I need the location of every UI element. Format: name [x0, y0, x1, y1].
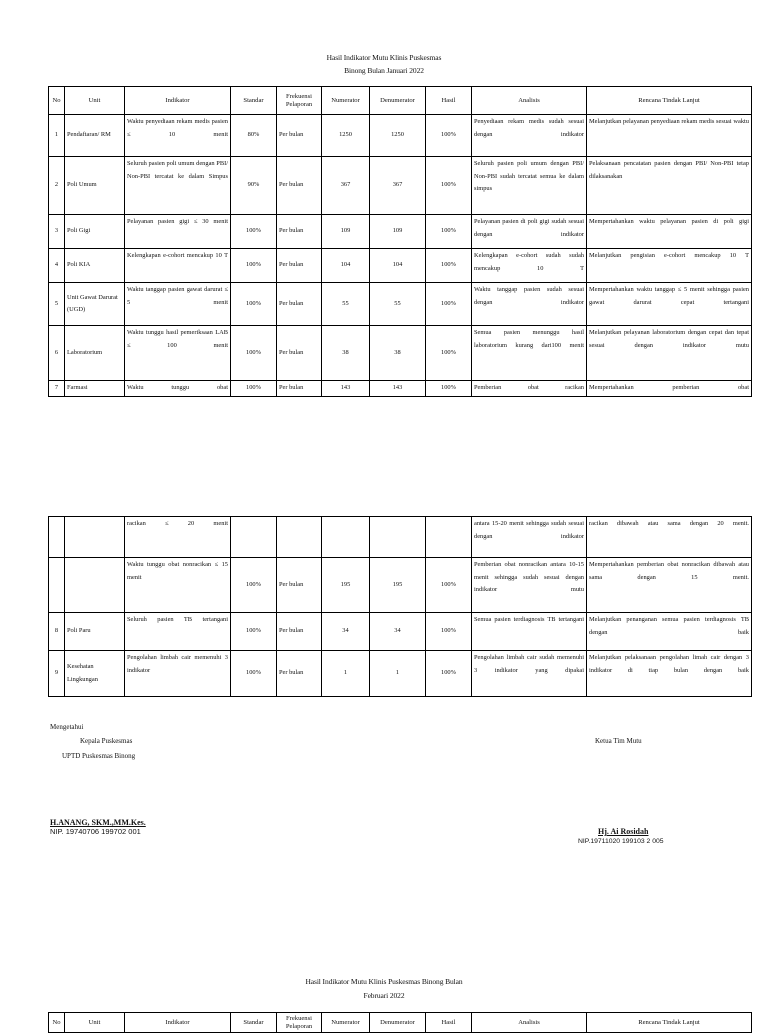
cell-analisis: Semua pasien menunggu hasil laboratorium kurang dari100 menit	[472, 326, 587, 381]
mengetahui-label: Mengetahui	[50, 723, 84, 731]
cell-numerator: 195	[322, 558, 370, 613]
cell-indikator: Kelengkapan e-cohort mencakup 10 T	[125, 249, 231, 283]
cell-analisis: Seluruh pasien poli umum dengan PBI/ Non-PBI sudah tercatat semua ke dalam simpus	[472, 157, 587, 215]
col-hasil: Hasil	[426, 87, 472, 115]
cell-denumerator: 1250	[370, 115, 426, 157]
cell-denumerator: 143	[370, 381, 426, 397]
cell-standar	[231, 517, 277, 558]
cell-indikator: racikan ≤ 20 menit	[125, 517, 231, 558]
cell-no	[49, 558, 65, 613]
indicator-table-continuation	[48, 516, 752, 697]
col-no: No	[49, 87, 65, 115]
col-hasil: Hasil	[426, 1013, 472, 1033]
left-signatory-nip: NIP. 19740706 199702 001	[50, 827, 141, 836]
right-signatory-name: Hj. Ai Rosidah	[598, 827, 649, 836]
cell-indikator: Waktu tunggu obat nonracikan ≤ 15 menit	[125, 558, 231, 613]
uptd-label: UPTD Puskesmas Binong	[62, 752, 136, 760]
cell-no	[49, 517, 65, 558]
left-signatory-name: H.ANANG, SKM.,MM.Kes.	[50, 818, 146, 827]
table-row	[49, 326, 752, 381]
table-row	[49, 613, 752, 651]
col-unit: Unit	[65, 87, 125, 115]
cell-unit: Unit Gawat Darurat (UGD)	[65, 283, 125, 326]
cell-unit	[65, 517, 125, 558]
cell-unit: Poli Gigi	[65, 215, 125, 249]
cell-no: 7	[49, 381, 65, 397]
cell-hasil: 100%	[426, 326, 472, 381]
cell-analisis: Waktu tanggap pasien sudah sesuai dengan indikator	[472, 283, 587, 326]
cell-denumerator: 104	[370, 249, 426, 283]
table-row	[49, 558, 752, 613]
col-unit: Unit	[65, 1013, 125, 1033]
cell-denumerator	[370, 517, 426, 558]
cell-frekuensi: Per bulan	[277, 613, 322, 651]
cell-rencana: Melanjutkan penanganan semua pasien terdiagnosis TB dengan baik	[587, 613, 752, 651]
cell-hasil: 100%	[426, 115, 472, 157]
cell-indikator: Waktu tanggap pasien gawat darurat ≤ 5 menit	[125, 283, 231, 326]
report-title-line2: Binong Bulan Januari 2022	[344, 66, 424, 75]
cell-denumerator: 1	[370, 651, 426, 697]
cell-hasil: 100%	[426, 249, 472, 283]
table-row	[49, 157, 752, 215]
cell-denumerator: 55	[370, 283, 426, 326]
cell-denumerator: 38	[370, 326, 426, 381]
cell-numerator: 143	[322, 381, 370, 397]
cell-frekuensi: Per bulan	[277, 115, 322, 157]
cell-denumerator: 109	[370, 215, 426, 249]
cell-numerator: 34	[322, 613, 370, 651]
cell-indikator: Pengolahan limbah cair memenuhi 3 indikator	[125, 651, 231, 697]
cell-rencana: Melanjutkan pelaksanaan pengolahan limah cair dengan 3 indikator di tiap bulan dengan baik	[587, 651, 752, 697]
cell-no: 3	[49, 215, 65, 249]
cell-frekuensi: Per bulan	[277, 249, 322, 283]
cell-unit: Kesehatan Lingkungan	[65, 651, 125, 697]
cell-analisis: Penyediaan rekam medis sudah sesuai dengan indikator	[472, 115, 587, 157]
cell-denumerator: 195	[370, 558, 426, 613]
cell-no: 1	[49, 115, 65, 157]
col-rencana: Rencana Tindak Lanjut	[587, 1013, 752, 1033]
table-header-row	[49, 1013, 752, 1033]
cell-hasil: 100%	[426, 381, 472, 397]
cell-analisis: Kelengkapan e-cohort sudah sudah mencakup 10 T	[472, 249, 587, 283]
page2-title-line1: Hasil Indikator Mutu Klinis Puskesmas Binong Bulan	[305, 977, 463, 986]
cell-frekuensi: Per bulan	[277, 157, 322, 215]
cell-numerator: 109	[322, 215, 370, 249]
cell-rencana: racikan dibawah atau sama dengan 20 menit.	[587, 517, 752, 558]
cell-unit: Poli KIA	[65, 249, 125, 283]
cell-no: 6	[49, 326, 65, 381]
cell-rencana: Mempertahankan waktu pelayanan pasien di poli gigi	[587, 215, 752, 249]
table-row	[49, 215, 752, 249]
table-row	[49, 517, 752, 558]
cell-frekuensi	[277, 517, 322, 558]
cell-hasil: 100%	[426, 558, 472, 613]
cell-analisis: Pemberian obat nonracikan antara 10-15 menit sehingga sudah sesuai dengan indikator mutu	[472, 558, 587, 613]
cell-standar: 100%	[231, 558, 277, 613]
col-standar: Standar	[231, 87, 277, 115]
cell-indikator: Waktu penyediaan rekam medis pasien ≤ 10 menit	[125, 115, 231, 157]
ketua-tim-mutu-label: Ketua Tim Mutu	[595, 737, 642, 745]
table-row	[49, 381, 752, 397]
cell-indikator: Seluruh pasien TB tertangani	[125, 613, 231, 651]
cell-analisis: antara 15-20 menit sehingga sudah sesuai dengan indikator	[472, 517, 587, 558]
col-analisis: Analisis	[472, 1013, 587, 1033]
cell-no: 2	[49, 157, 65, 215]
cell-no: 9	[49, 651, 65, 697]
cell-standar: 100%	[231, 215, 277, 249]
col-frekuensi: Frekuensi Pelaporan	[277, 1013, 322, 1033]
cell-numerator: 367	[322, 157, 370, 215]
col-numerator: Numerator	[322, 1013, 370, 1033]
cell-analisis: Semua pasien terdiagnosis TB tertangani	[472, 613, 587, 651]
kepala-puskesmas-label: Kepala Puskesmas	[80, 737, 133, 745]
cell-indikator: Waktu tunggu obat	[125, 381, 231, 397]
cell-unit: Pendaftaran/ RM	[65, 115, 125, 157]
col-denumerator: Denumerator	[370, 87, 426, 115]
cell-standar: 100%	[231, 249, 277, 283]
cell-numerator: 55	[322, 283, 370, 326]
table-row	[49, 651, 752, 697]
cell-denumerator: 34	[370, 613, 426, 651]
col-analisis: Analisis	[472, 87, 587, 115]
cell-indikator: Pelayanan pasien gigi ≤ 30 menit	[125, 215, 231, 249]
col-no: No	[49, 1013, 65, 1033]
cell-indikator: Seluruh pasien poli umum dengan PBI/ Non-PBI tercatat ke dalam Simpus	[125, 157, 231, 215]
cell-unit: Laboratorium	[65, 326, 125, 381]
cell-denumerator: 367	[370, 157, 426, 215]
cell-standar: 100%	[231, 326, 277, 381]
col-indikator: Indikator	[125, 1013, 231, 1033]
cell-rencana: Mempertahankan pemberian obat nonracikan dibawah atau sama dengan 15 menit.	[587, 558, 752, 613]
cell-frekuensi: Per bulan	[277, 283, 322, 326]
table-header-row	[49, 87, 752, 115]
cell-hasil: 100%	[426, 651, 472, 697]
cell-no: 4	[49, 249, 65, 283]
cell-no: 5	[49, 283, 65, 326]
indicator-table-january	[48, 86, 752, 397]
table-row	[49, 115, 752, 157]
cell-rencana: Pelaksanaan pencatatan pasien dengan PBI/ Non-PBI tetap dilaksanakan	[587, 157, 752, 215]
cell-frekuensi: Per bulan	[277, 651, 322, 697]
indicator-table-february-header	[48, 1012, 752, 1033]
cell-unit: Poli Paru	[65, 613, 125, 651]
cell-analisis: Pengolahan limbah cair sudah memenuhi 3 indikator yang dipakai	[472, 651, 587, 697]
cell-hasil	[426, 517, 472, 558]
page2-title-line2: Februari 2022	[363, 991, 405, 1000]
cell-rencana: Mempertahankan pemberian obat	[587, 381, 752, 397]
cell-frekuensi: Per bulan	[277, 558, 322, 613]
cell-standar: 100%	[231, 283, 277, 326]
cell-rencana: Melanjutkan pelayanan penyediaan rekam medis sesuai waktu	[587, 115, 752, 157]
col-denumerator: Denumerator	[370, 1013, 426, 1033]
cell-standar: 100%	[231, 651, 277, 697]
cell-unit: Poli Umum	[65, 157, 125, 215]
col-standar: Standar	[231, 1013, 277, 1033]
cell-analisis: Pelayanan pasien di poli gigi sudah sesuai dengan indikator	[472, 215, 587, 249]
col-numerator: Numerator	[322, 87, 370, 115]
report-title-line1: Hasil Indikator Mutu Klinis Puskesmas	[326, 53, 442, 62]
table-row	[49, 283, 752, 326]
cell-frekuensi: Per bulan	[277, 381, 322, 397]
cell-numerator	[322, 517, 370, 558]
col-frekuensi: Frekuensi Pelaporan	[277, 87, 322, 115]
cell-numerator: 1250	[322, 115, 370, 157]
cell-rencana: Melanjutkan pelayanan laboratorium dengan cepat dan tepat sesuai dengan indikator mutu	[587, 326, 752, 381]
cell-standar: 90%	[231, 157, 277, 215]
cell-rencana: Melanjutkan pengisian e-cohort mencakup 10 T	[587, 249, 752, 283]
cell-numerator: 104	[322, 249, 370, 283]
cell-hasil: 100%	[426, 157, 472, 215]
cell-numerator: 1	[322, 651, 370, 697]
cell-frekuensi: Per bulan	[277, 215, 322, 249]
cell-indikator: Waktu tunggu hasil pemeriksaan LAB ≤ 100 menit	[125, 326, 231, 381]
cell-standar: 80%	[231, 115, 277, 157]
cell-standar: 100%	[231, 381, 277, 397]
right-signatory-nip: NIP.19711020 199103 2 005	[578, 838, 664, 845]
cell-unit	[65, 558, 125, 613]
col-indikator: Indikator	[125, 87, 231, 115]
cell-hasil: 100%	[426, 283, 472, 326]
cell-unit: Farmasi	[65, 381, 125, 397]
cell-rencana: Mempertahankan waktu tanggap ≤ 5 menit sehingga pasien gawat darurat cepat tertangani	[587, 283, 752, 326]
cell-hasil: 100%	[426, 613, 472, 651]
cell-no: 8	[49, 613, 65, 651]
cell-frekuensi: Per bulan	[277, 326, 322, 381]
cell-numerator: 38	[322, 326, 370, 381]
cell-hasil: 100%	[426, 215, 472, 249]
cell-standar: 100%	[231, 613, 277, 651]
cell-analisis: Pemberian obat racikan	[472, 381, 587, 397]
table-row	[49, 249, 752, 283]
col-rencana: Rencana Tindak Lanjut	[587, 87, 752, 115]
